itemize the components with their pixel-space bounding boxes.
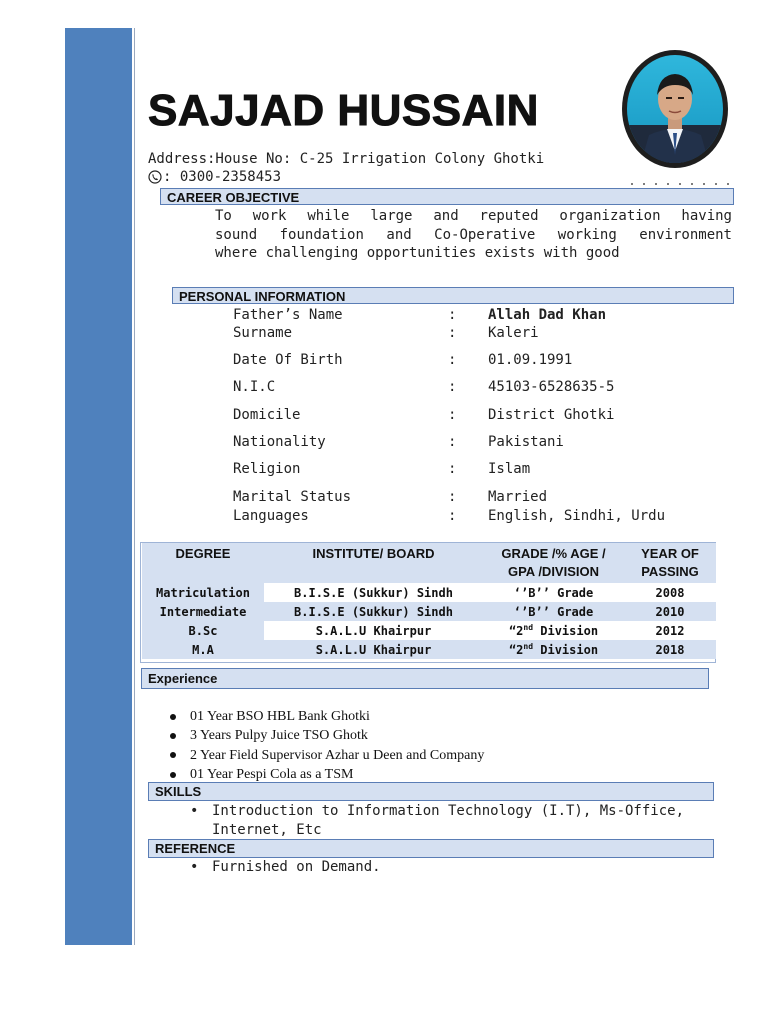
field-colon: : <box>448 434 457 450</box>
field-value: 01.09.1991 <box>488 352 573 368</box>
table-row <box>142 583 716 602</box>
field-value: English, Sindhi, Urdu <box>488 508 666 524</box>
cell-grade: ‘’B’’ Grade <box>483 602 624 621</box>
objective-line: sound foundation and Co-Operative working environment <box>215 226 732 243</box>
bullet-icon <box>170 772 176 778</box>
list-item-text <box>212 802 684 839</box>
personal-row-languages <box>0 508 768 526</box>
field-label: Surname <box>233 325 293 341</box>
personal-row-nic <box>0 379 768 397</box>
bullet-icon: • <box>190 859 199 875</box>
field-colon: : <box>448 508 457 524</box>
list-item-text: 01 Year Pespi Cola as a TSM <box>190 766 354 782</box>
cell-degree: Intermediate <box>142 602 264 621</box>
cell-institute: B.I.S.E (Sukkur) Sindh <box>294 585 453 600</box>
personal-row-dob <box>0 352 768 370</box>
col-header-grade <box>483 543 624 583</box>
bullet-icon <box>170 714 176 720</box>
cell-degree: M.A <box>142 640 264 659</box>
experience-list <box>170 707 484 784</box>
field-label: Date Of Birth <box>233 352 343 368</box>
cell-year: 2012 <box>655 623 685 638</box>
col-header-year-line2: PASSING <box>641 564 699 579</box>
personal-row-surname <box>0 325 768 343</box>
grade-superscript: nd <box>523 642 534 651</box>
cell-grade <box>483 640 624 659</box>
cell-degree: B.Sc <box>142 621 264 640</box>
grade-prefix: “2 <box>508 624 524 638</box>
reference-heading: REFERENCE <box>148 839 714 858</box>
cell-year: 2010 <box>624 602 716 621</box>
col-header-institute: INSTITUTE/ BOARD <box>264 543 483 583</box>
personal-row-domicile <box>0 407 768 425</box>
sidebar-band <box>65 28 132 945</box>
skills-list <box>190 802 684 839</box>
field-value: Married <box>488 489 548 505</box>
field-label: Religion <box>233 461 301 477</box>
field-colon: : <box>448 379 457 395</box>
list-item <box>170 707 484 726</box>
personal-info-heading: PERSONAL INFORMATION <box>172 287 734 304</box>
field-value: Pakistani <box>488 434 564 450</box>
col-header-grade-line1: GRADE /% AGE / <box>501 546 606 561</box>
bullet-icon: • <box>190 803 199 819</box>
field-value: 45103-6528635-5 <box>488 379 615 395</box>
reference-text: Furnished on Demand. <box>212 859 381 875</box>
table-row <box>142 621 716 640</box>
list-item-text: 3 Years Pulpy Juice TSO Ghotk <box>190 728 368 744</box>
cell-grade: ‘’B’’ Grade <box>513 585 594 600</box>
sidebar-divider <box>134 28 135 945</box>
objective-text <box>215 207 732 263</box>
table-row <box>142 602 716 621</box>
field-colon: : <box>448 461 457 477</box>
list-item-text: 01 Year BSO HBL Bank Ghotki <box>190 709 370 724</box>
cell-year: 2008 <box>655 585 685 600</box>
experience-heading: Experience <box>141 668 709 689</box>
field-value: Kaleri <box>488 325 539 341</box>
col-header-year <box>624 543 716 583</box>
field-label: Father’s Name <box>233 307 343 323</box>
table-row <box>142 640 716 659</box>
list-item <box>170 726 484 745</box>
cell-institute: S.A.L.U Khairpur <box>264 640 483 659</box>
personal-row-marital <box>0 489 768 507</box>
bullet-icon <box>170 733 176 739</box>
phone-icon <box>148 170 162 184</box>
grade-suffix: Division <box>533 624 599 638</box>
field-value: Allah Dad Khan <box>488 307 607 323</box>
field-label: Nationality <box>233 434 326 450</box>
col-header-degree: DEGREE <box>142 543 264 583</box>
personal-row-religion <box>0 461 768 479</box>
phone-line <box>148 169 281 185</box>
skills-heading: SKILLS <box>148 782 714 801</box>
grade-suffix: Division <box>533 643 599 657</box>
field-value: Islam <box>488 461 531 477</box>
objective-line: To work while large and reputed organization having <box>215 208 732 224</box>
education-table <box>142 543 716 659</box>
list-item <box>170 746 484 765</box>
field-label: Languages <box>233 508 309 524</box>
field-label: Marital Status <box>233 489 352 505</box>
table-header-row <box>142 543 716 583</box>
cell-degree: Matriculation <box>142 583 264 602</box>
bullet-icon <box>170 752 176 758</box>
field-colon: : <box>448 352 457 368</box>
grade-prefix: “2 <box>508 643 524 657</box>
list-item-text: 2 Year Field Supervisor Azhar u Deen and Company <box>190 747 485 763</box>
candidate-name: SAJJAD HUSSAIN <box>148 86 539 135</box>
cell-institute: S.A.L.U Khairpur <box>315 623 432 638</box>
cell-grade <box>483 621 624 640</box>
personal-row-father <box>0 307 768 325</box>
personal-row-nationality <box>0 434 768 452</box>
skills-line: Introduction to Information Technology (I.T), Ms-Office, <box>212 803 685 819</box>
reference-item <box>190 859 381 875</box>
career-objective-heading: CAREER OBJECTIVE <box>160 188 734 205</box>
cell-institute: B.I.S.E (Sukkur) Sindh <box>264 602 483 621</box>
list-item <box>190 802 684 839</box>
address-line: Address:House No: C-25 Irrigation Colony Ghotki <box>148 151 545 167</box>
profile-photo <box>622 50 728 168</box>
field-colon: : <box>448 407 457 423</box>
cell-year: 2018 <box>624 640 716 659</box>
field-label: N.I.C <box>233 379 276 395</box>
phone-number: : 0300-2358453 <box>163 169 282 185</box>
col-header-grade-line2: GPA /DIVISION <box>507 564 599 579</box>
grade-superscript: nd <box>523 623 534 632</box>
field-colon: : <box>448 307 457 323</box>
person-silhouette <box>627 55 723 163</box>
field-colon: : <box>448 489 457 505</box>
objective-line: where challenging opportunities exists with good <box>215 245 620 261</box>
col-header-year-line1: YEAR OF <box>641 546 699 561</box>
field-label: Domicile <box>233 407 301 423</box>
field-colon: : <box>448 325 457 341</box>
skills-line: Internet, Etc <box>212 821 322 838</box>
field-value: District Ghotki <box>488 407 615 423</box>
